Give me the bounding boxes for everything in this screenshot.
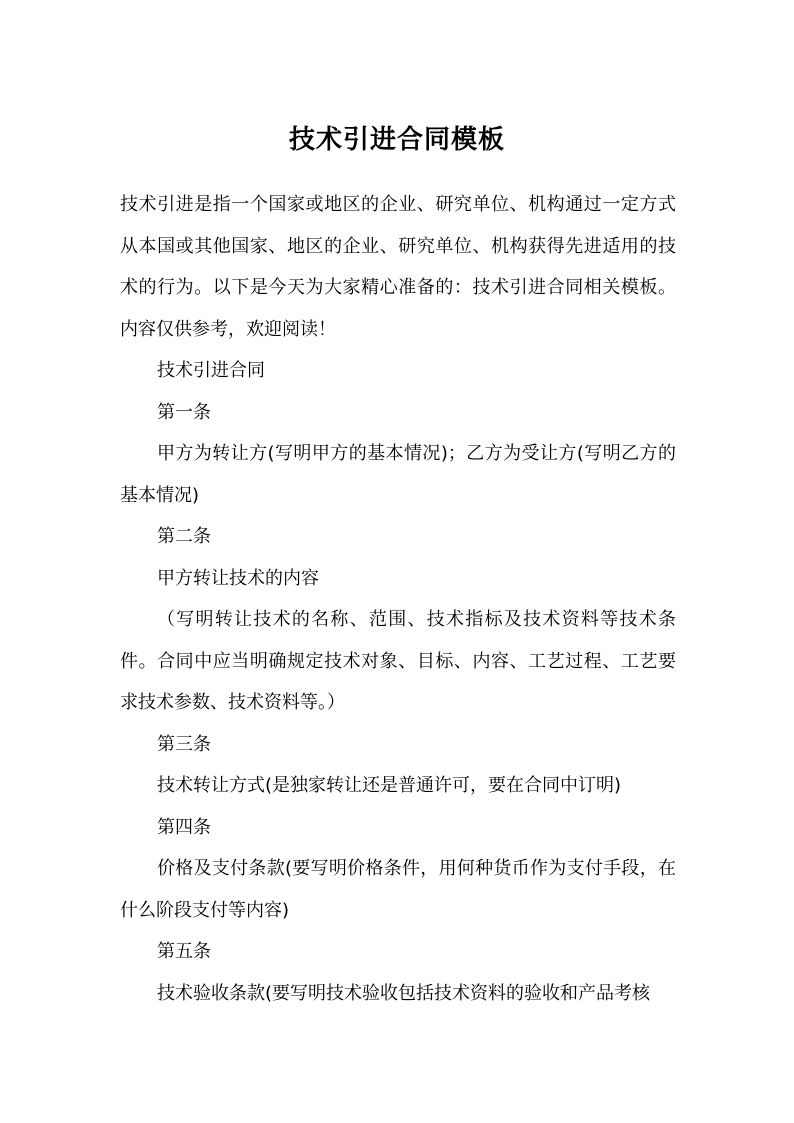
intro-paragraph: 技术引进是指一个国家或地区的企业、研究单位、机构通过一定方式从本国或其他国家、地区的企业、研究单位、机构获得先进适用的技术的行为。以下是今天为大家精心准备的：技术引进合同相关模板。内容仅供参考，欢迎阅读！ — [120, 194, 676, 340]
article-2-detail: （写明转让技术的名称、范围、技术指标及技术资料等技术条件。合同中应当明确规定技术对象、目标、内容、工艺过程、工艺要求技术参数、技术资料等。） — [120, 609, 676, 713]
article-5-text: 技术验收条款(要写明技术验收包括技术资料的验收和产品考核 — [157, 982, 651, 1004]
document-body — [120, 184, 676, 1014]
document-title: 技术引进合同模板 — [288, 125, 505, 155]
article-1-text: 甲方为转让方(写明甲方的基本情况)；乙方为受让方(写明乙方的基本情况) — [120, 443, 676, 506]
contract-heading: 技术引进合同 — [157, 360, 265, 381]
article-2-text: 甲方转让技术的内容 — [157, 567, 319, 589]
article-3-text: 技术转让方式(是独家转让还是普通许可，要在合同中订明) — [157, 775, 622, 796]
article-4-text: 价格及支付条款(要写明价格条件，用何种货币作为支付手段，在什么阶段支付等内容) — [120, 858, 676, 921]
article-5-heading: 第五条 — [157, 941, 211, 962]
article-2-heading: 第二条 — [157, 526, 211, 547]
article-1-heading: 第一条 — [157, 401, 211, 423]
article-4-heading: 第四条 — [157, 816, 211, 838]
article-3-heading: 第三条 — [157, 733, 211, 755]
